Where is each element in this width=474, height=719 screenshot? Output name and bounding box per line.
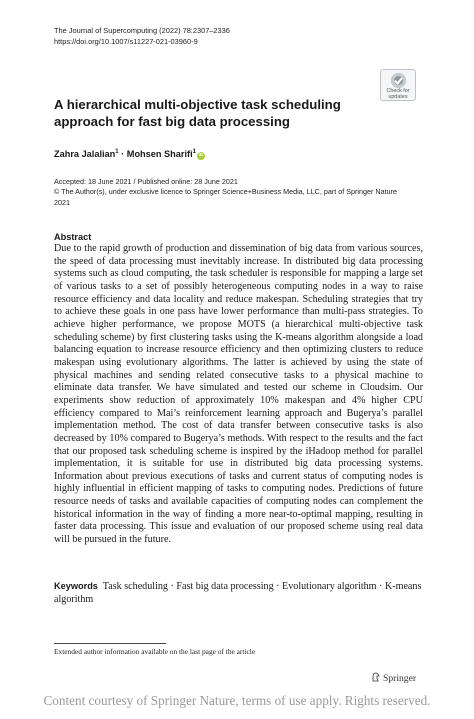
journal-doi-link[interactable]: https://doi.org/10.1007/s11227-021-03960-9 — [54, 36, 198, 46]
footnote-text: Extended author information available on the last page of the article — [54, 647, 256, 656]
article-meta — [54, 177, 424, 208]
abstract-heading: Abstract — [54, 232, 92, 242]
abstract-text: Due to the rapid growth of production and dissemination of big data from various sources, the speed of data processing must inevitably increase. In distributed big data processing systems such as cloud computing, the task scheduler is responsible for mapping a large set of various tasks to a set of possibly heterogeneous computing nodes in a way to raise resource efficiency and data locality and reduce makespan. Scheduling strategies that try to achieve these goals in one pass have lower performance than multi-pass strategies. To achieve higher performance, we propose MOTS (a hierarchical multi-objective task scheduling scheme) by first clustering tasks using the K-means algorithm alongside a load balancing equation to increase resource efficiency and then optimizing clusters to reduce makespan using evolutionary algorithms. The latter is achieved by using the state of physical machines and sending related consecutive tasks to a physical machine to eliminate data transfer. We have simulated and tested our scheme in Cloudsim. Our experiments show reduction of approximately 10% makespan and 4% higher CPU efficiency compared to Mai’s reinforcement learning approach and Bugerya’s parallel implementation method. The cost of data transfer between consecutive tasks is also decreased by 10% compared to Bugerya’s methods. With respect to the results and the fact that our proposed task scheduling scheme is inspired by the iHadoop method for parallel implementation, it is suitable for use in distributed big data processing systems. Information about previous executions of tasks and current status of computing nodes is highly influential in efficient mapping of tasks to computing nodes. Predictions of future resource needs of tasks and available capacities of computing nodes can complement the historical information in the way of finding a more near-to-optimal mapping, resulting in faster data processing. This issue and evaluation of our proposed scheme using real data will be pursued in the future. — [54, 243, 423, 546]
copyright-year: 2021 — [54, 197, 70, 207]
footnote-divider — [54, 643, 166, 644]
check-badge-line1: Check for — [386, 88, 410, 94]
article-dates: Accepted: 18 June 2021 / Published online: 28 June 2021 — [54, 177, 238, 186]
courtesy-notice: Content courtesy of Springer Nature, terms of use apply. Rights reserved. — [43, 693, 431, 708]
check-for-updates-icon — [391, 73, 406, 88]
journal-header — [54, 26, 230, 47]
author-list — [54, 146, 205, 160]
author-name[interactable]: Mohsen Sharifi — [126, 149, 193, 160]
author-separator: · — [118, 149, 127, 160]
check-badge-line2: updates — [388, 93, 408, 100]
keywords-label: Keywords — [54, 581, 98, 591]
check-for-updates-badge[interactable] — [380, 69, 416, 101]
publisher-logo — [372, 672, 416, 685]
article-title: A hierarchical multi-objective task scheduling approach for fast big data processing — [54, 97, 341, 129]
orcid-icon[interactable]: iD — [198, 153, 204, 159]
springer-horse-icon — [372, 672, 380, 682]
publisher-name: Springer — [383, 673, 417, 684]
keywords-text: Task scheduling · Fast big data processing · Evolutionary algorithm · K-means algorithm — [54, 581, 422, 605]
copyright-line: © The Author(s), under exclusive licence to Springer Science+Business Media, LLC, part of Springer Nature — [54, 187, 397, 197]
author-affiliation-marker: 1 — [192, 149, 196, 155]
journal-citation: The Journal of Supercomputing (2022) 78:2307–2336 — [54, 26, 230, 35]
author-name[interactable]: Zahra Jalalian — [54, 149, 116, 160]
author-affiliation-marker: 1 — [115, 149, 119, 155]
keywords-section — [54, 580, 424, 606]
